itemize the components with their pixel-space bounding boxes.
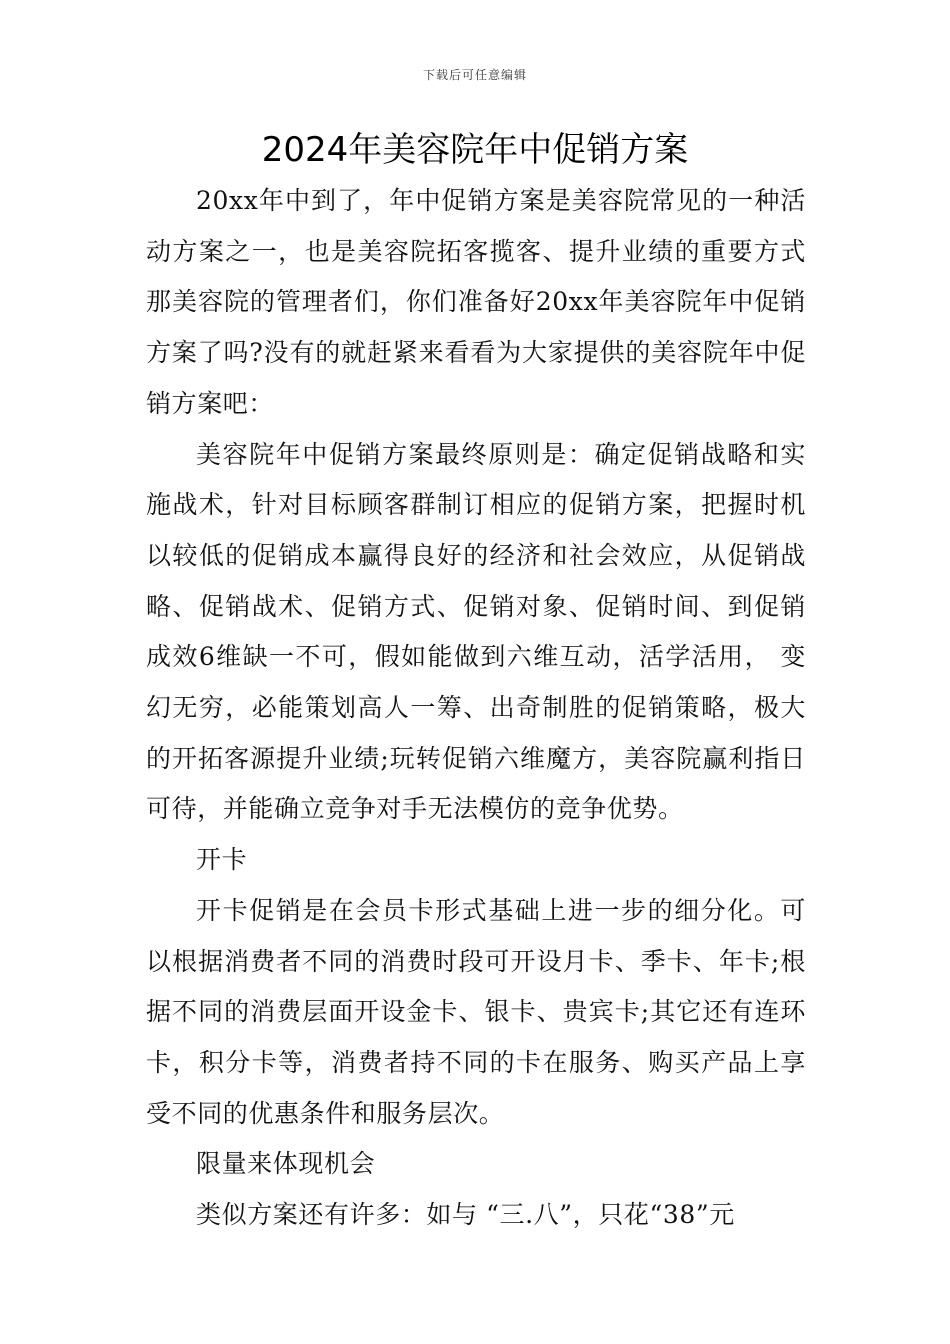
section-heading-open-card: 开卡 bbox=[196, 845, 248, 875]
open-card-paragraph: 开卡促销是在会员卡形式基础上进一步的细分化。可以根据消费者不同的消费时段可开设月卡、季卡、年卡;根据不同的消费层面开设金卡、银卡、贵宾卡;其它还有连环卡，积分卡等，消费者持不同的卡在服务、购买产品上享受不同的优惠条件和服务层次。 bbox=[146, 895, 806, 1128]
limited-paragraph: 类似方案还有许多：如与 “三.八”，只花“38”元 bbox=[196, 1200, 735, 1230]
document-title: 2024年美容院年中促销方案 bbox=[261, 130, 689, 170]
section-heading-limited: 限量来体现机会 bbox=[196, 1149, 376, 1179]
header-note: 下载后可任意编辑 bbox=[422, 68, 527, 82]
intro-paragraph: 20xx年中到了，年中促销方案是美容院常见的一种活动方案之一，也是美容院拓客揽客、提升业绩的重要方式那美容院的管理者们，你们准备好20xx年美容院年中促销方案了吗?没有的就赶紧来看看为大家提供的美容院年中促销方案吧： bbox=[146, 186, 806, 418]
document-body bbox=[146, 176, 806, 1241]
principle-paragraph: 美容院年中促销方案最终原则是：确定促销战略和实施战术，针对目标顾客群制订相应的促销方案，把握时机以较低的促销成本赢得良好的经济和社会效应，从促销战略、促销战术、促销方式、促销对象、促销时间、到促销成效6维缺一不可，假如能做到六维互动，活学活用， 变幻无穷，必能策划高人一筹、出奇制胜的促销策略，极大的开拓客源提升业绩;玩转促销六维魔方，美容院赢利指日可待，并能确立竞争对手无法模仿的竞争优势。 bbox=[146, 439, 806, 824]
